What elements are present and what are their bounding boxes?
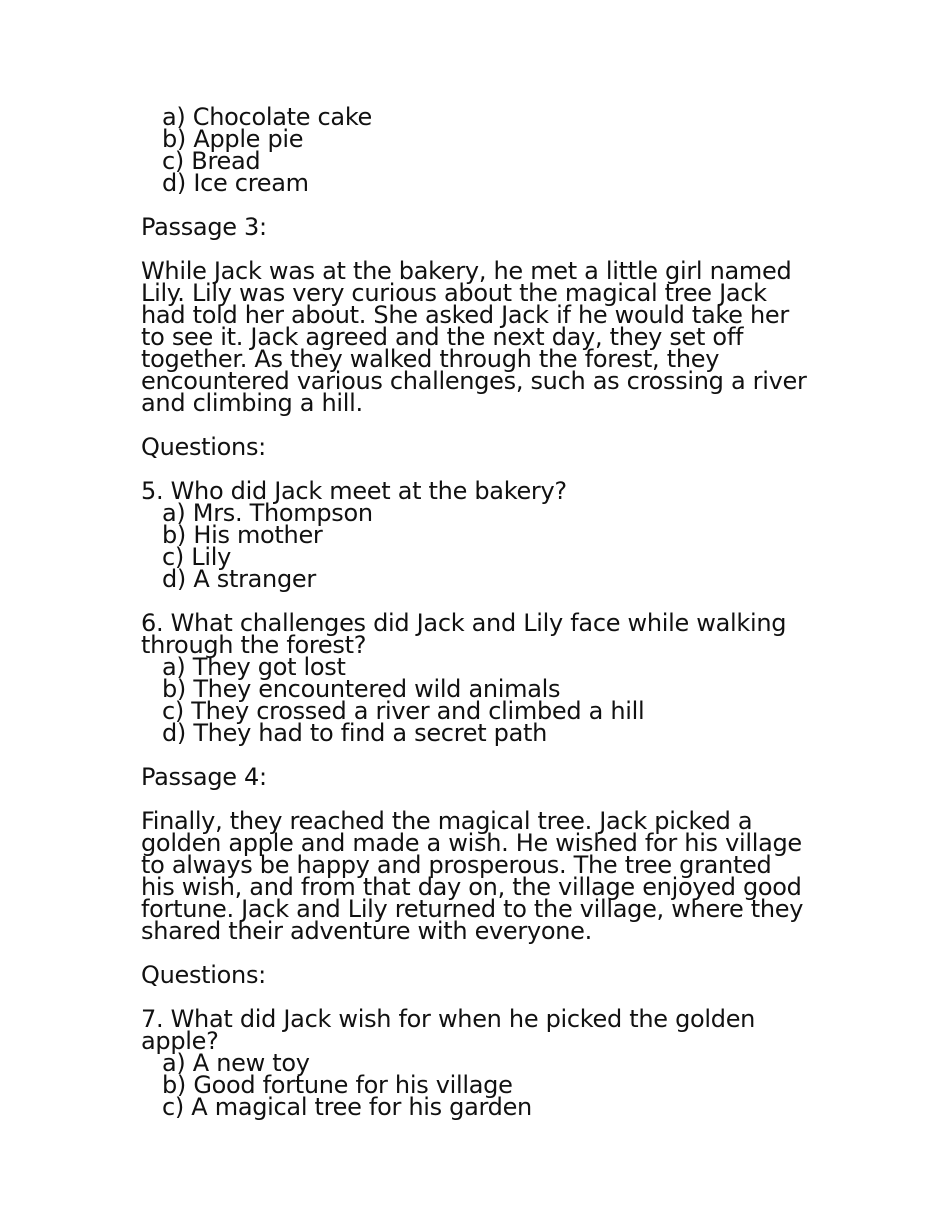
passage-3-text (141, 257, 821, 417)
question-text: 5. Who did Jack meet at the bakery? (141, 477, 567, 505)
option: b) His mother (162, 521, 323, 549)
question-5 (141, 477, 821, 593)
passage-4-text (141, 807, 821, 945)
passage-line: together. As they walked through the forest, they (141, 345, 720, 373)
option: b) Apple pie (162, 125, 304, 153)
question-text: through the forest? (141, 631, 367, 659)
document-page (141, 103, 821, 1121)
passage-3-heading: Passage 3: (141, 213, 267, 241)
passage-line: had told her about. She asked Jack if he would take her (141, 301, 789, 329)
option: c) Bread (162, 147, 261, 175)
passage-line: to always be happy and prosperous. The tree granted (141, 851, 772, 879)
questions-label: Questions: (141, 433, 266, 461)
passage-line: and climbing a hill. (141, 389, 363, 417)
question-6 (141, 609, 821, 747)
question-text: apple? (141, 1027, 219, 1055)
option: a) They got lost (162, 653, 346, 681)
option: b) They encountered wild animals (162, 675, 561, 703)
questions-label: Questions: (141, 961, 266, 989)
passage-line: While Jack was at the bakery, he met a little girl named (141, 257, 792, 285)
option: b) Good fortune for his village (162, 1071, 513, 1099)
option-list (141, 103, 821, 197)
option: a) Chocolate cake (162, 103, 373, 131)
option: c) Lily (162, 543, 231, 571)
passage-line: his wish, and from that day on, the village enjoyed good (141, 873, 802, 901)
passage-line: Finally, they reached the magical tree. Jack picked a (141, 807, 753, 835)
question-7 (141, 1005, 821, 1121)
option: d) Ice cream (162, 169, 309, 197)
question-text: 6. What challenges did Jack and Lily face while walking (141, 609, 787, 637)
passage-line: to see it. Jack agreed and the next day, they set off (141, 323, 744, 351)
option: a) Mrs. Thompson (162, 499, 373, 527)
option: a) A new toy (162, 1049, 310, 1077)
passage-line: fortune. Jack and Lily returned to the village, where they (141, 895, 804, 923)
passage-line: encountered various challenges, such as crossing a river (141, 367, 807, 395)
passage-line: Lily. Lily was very curious about the magical tree Jack (141, 279, 767, 307)
option: d) A stranger (162, 565, 316, 593)
option: d) They had to find a secret path (162, 719, 547, 747)
passage-line: shared their adventure with everyone. (141, 917, 592, 945)
passage-4-heading: Passage 4: (141, 763, 267, 791)
passage-line: golden apple and made a wish. He wished for his village (141, 829, 802, 857)
question-text: 7. What did Jack wish for when he picked the golden (141, 1005, 756, 1033)
option: c) A magical tree for his garden (162, 1093, 532, 1121)
option: c) They crossed a river and climbed a hill (162, 697, 645, 725)
